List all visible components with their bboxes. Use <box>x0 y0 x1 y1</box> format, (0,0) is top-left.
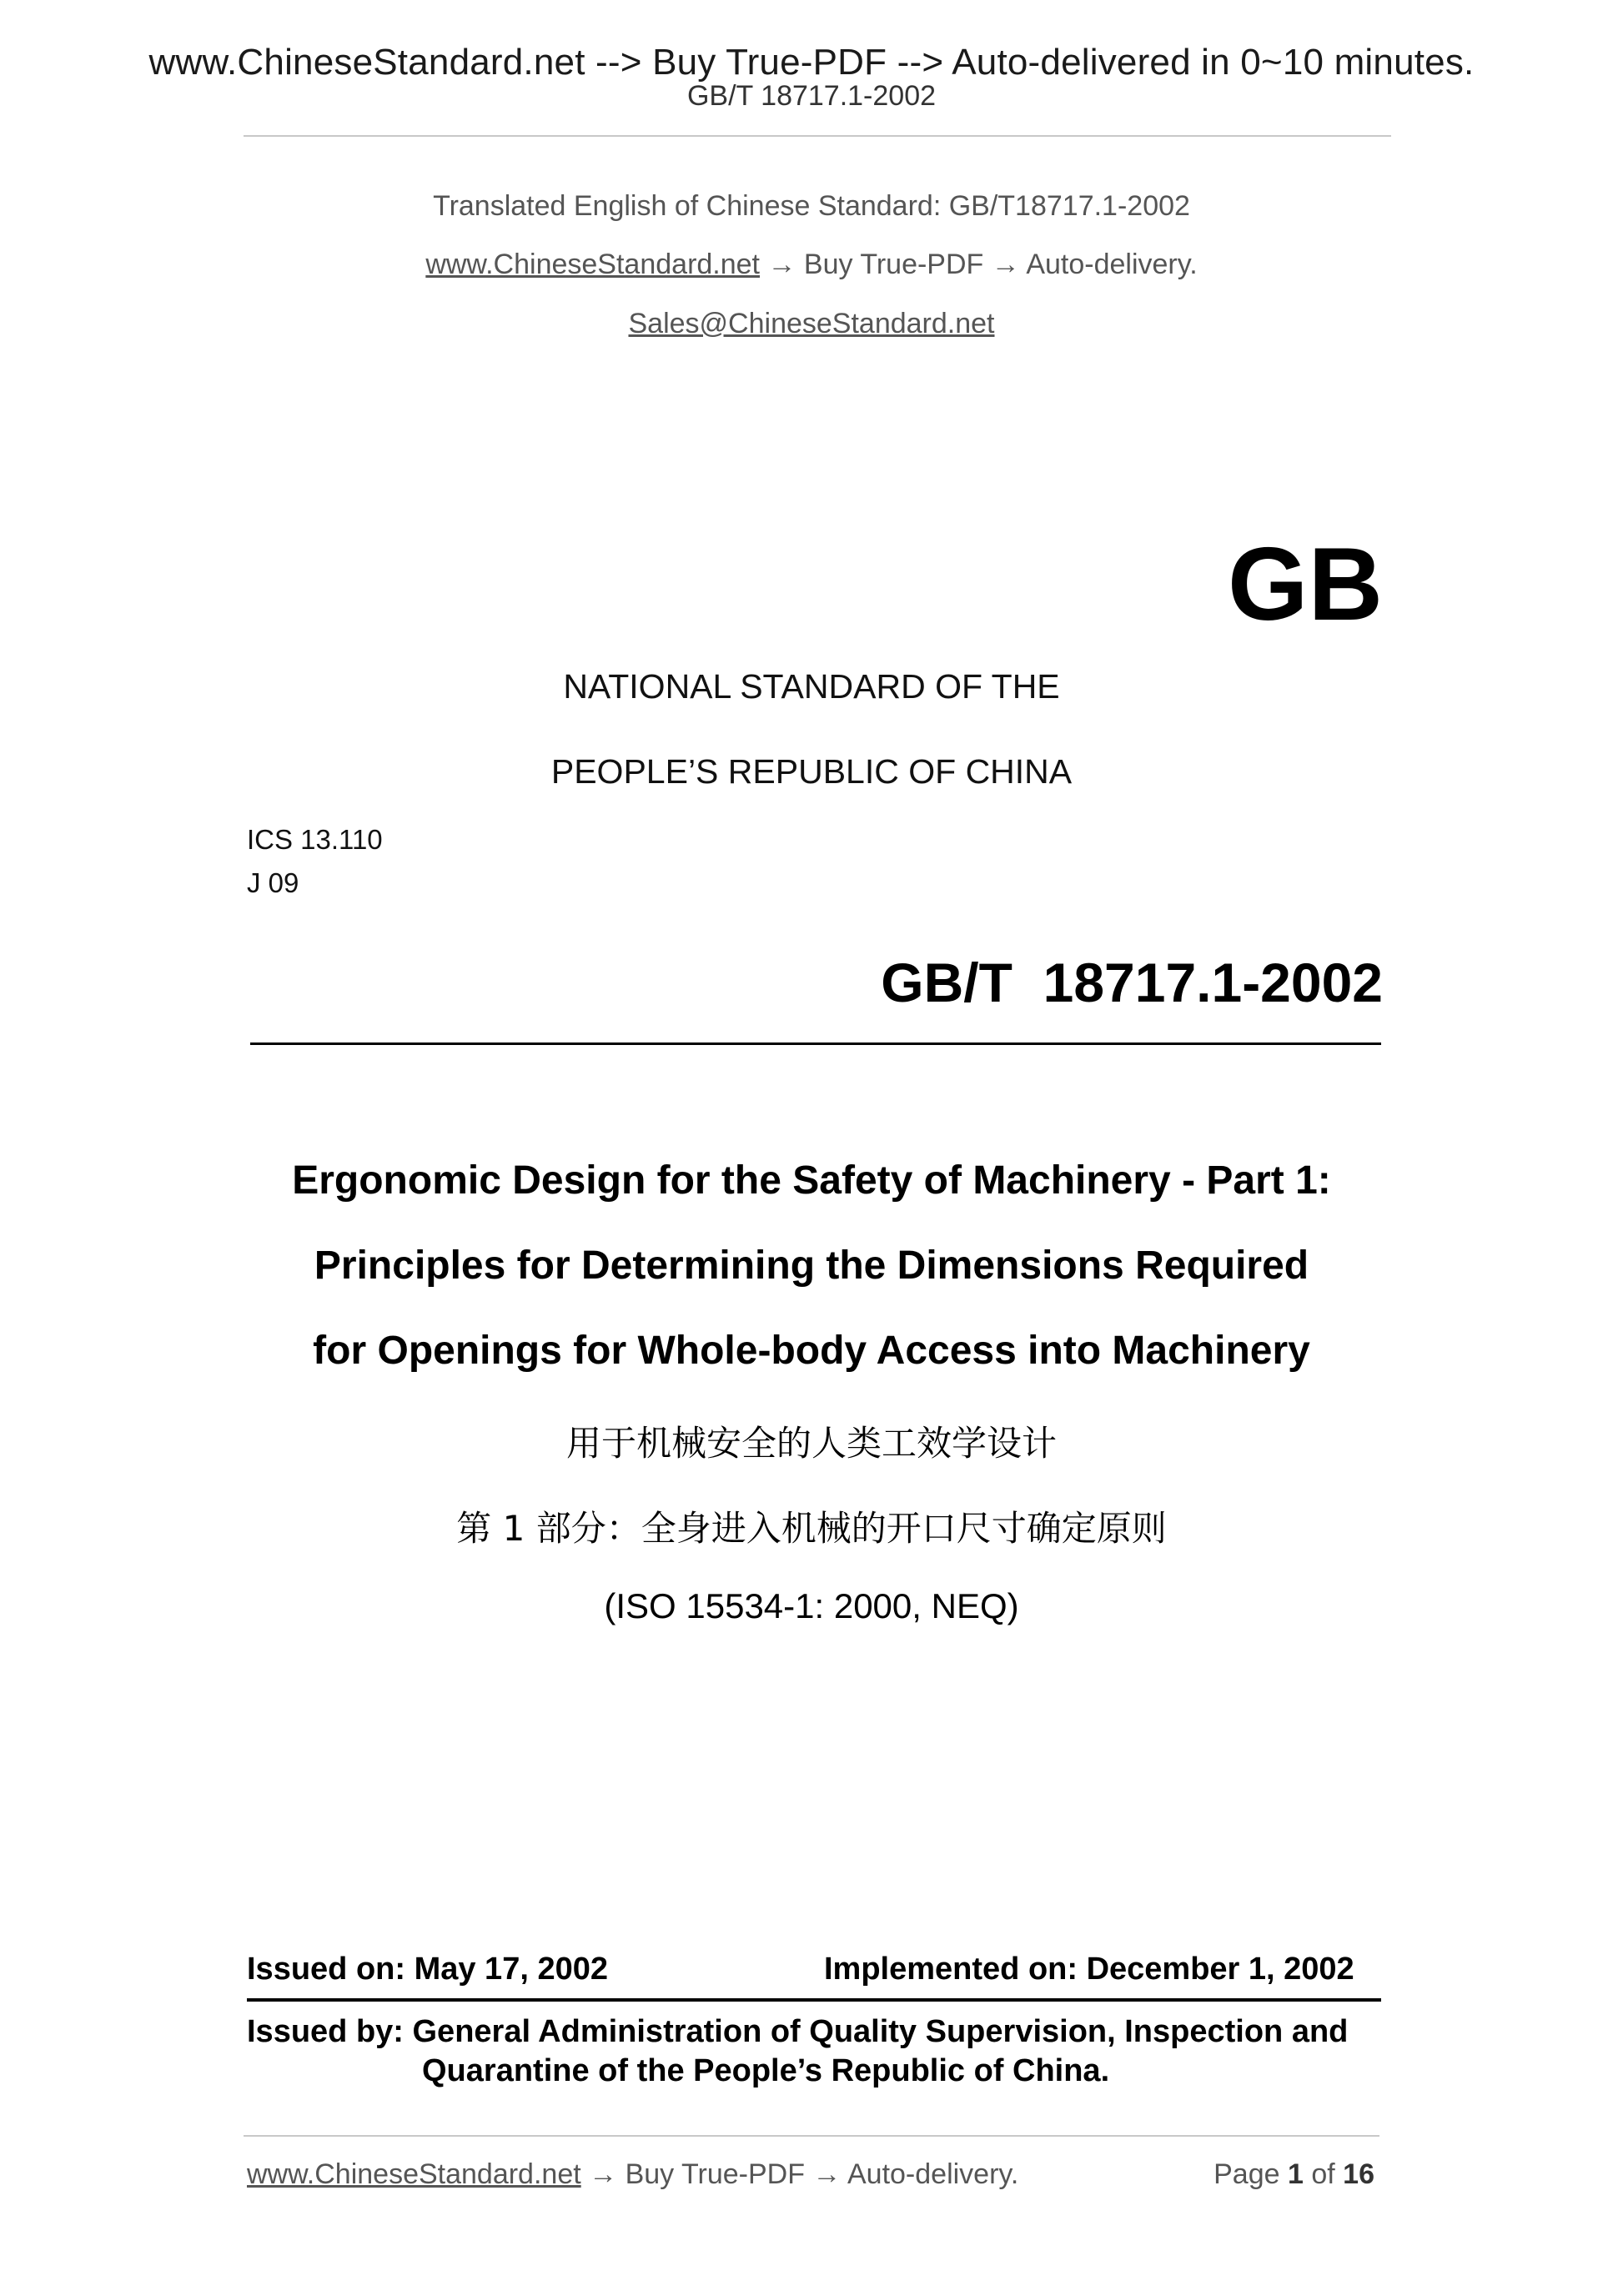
standard-code: GB/T 18717.1-2002 <box>881 952 1383 1013</box>
title-line-3: for Openings for Whole-body Access into Machinery <box>313 1329 1310 1373</box>
sales-email-link[interactable]: Sales@ChineseStandard.net <box>628 308 995 339</box>
delivery-line <box>0 249 1623 281</box>
translated-line: Translated English of Chinese Standard: GB/T18717.1-2002 <box>433 190 1190 222</box>
title-line-2: Principles for Determining the Dimensions Required <box>314 1243 1309 1288</box>
delivery-text: → Buy True-PDF → Auto-delivery. <box>760 249 1198 280</box>
chinese-title-line-2: 第 1 部分：全身进入机械的开口尺寸确定原则 <box>456 1508 1167 1549</box>
code-divider <box>250 1042 1381 1045</box>
footer-delivery <box>247 2158 1018 2191</box>
header-divider <box>244 135 1391 137</box>
ccs-code: J 09 <box>247 867 299 898</box>
title-line-1: Ergonomic Design for the Safety of Machinery - Part 1: <box>292 1158 1331 1203</box>
footer-delivery-text: → Buy True-PDF → Auto-delivery. <box>580 2158 1019 2190</box>
national-standard-line-2: PEOPLE’S REPUBLIC OF CHINA <box>550 752 1073 791</box>
ics-code: ICS 13.110 <box>247 824 383 855</box>
gb-mark: GB <box>1228 527 1383 642</box>
equivalence-note: (ISO 15534-1: 2000, NEQ) <box>604 1586 1019 1625</box>
of-label: of <box>1311 2158 1335 2190</box>
issue-divider <box>247 1998 1381 2002</box>
chinese-standard-link[interactable]: www.ChineseStandard.net <box>425 249 761 280</box>
page-total: 16 <box>1343 2158 1374 2190</box>
issued-by-line-1: Issued by: General Administration of Quality Supervision, Inspection and <box>247 2014 1349 2049</box>
issued-by-line-2: Quarantine of the People’s Republic of China. <box>422 2053 1110 2088</box>
implemented-on: Implemented on: December 1, 2002 <box>824 1952 1354 1987</box>
page-number: 1 <box>1287 2158 1304 2190</box>
issued-on: Issued on: May 17, 2002 <box>247 1952 608 1987</box>
national-standard-line-1: NATIONAL STANDARD OF THE <box>563 667 1060 706</box>
page-label: Page <box>1213 2158 1280 2190</box>
chinese-title-line-1: 用于机械安全的人类工效学设计 <box>565 1423 1057 1464</box>
top-banner: www.ChineseStandard.net --> Buy True-PDF --> Auto-delivered in 0~10 minutes. <box>148 42 1475 83</box>
page-indicator <box>1213 2158 1374 2191</box>
header-standard-code: GB/T 18717.1-2002 <box>686 80 937 112</box>
footer-divider <box>244 2135 1379 2137</box>
sales-line <box>0 308 1623 340</box>
footer-link[interactable]: www.ChineseStandard.net <box>247 2158 581 2190</box>
